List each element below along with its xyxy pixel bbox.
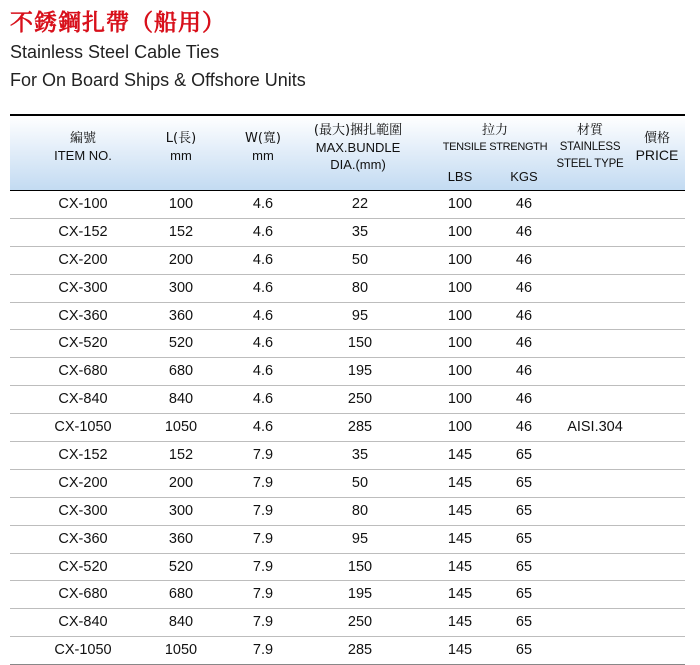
cell-max-bundle: 50 [351, 251, 369, 268]
cell-lbs: 145 [447, 642, 473, 659]
header-max-en: MAX.BUNDLE [315, 140, 401, 155]
cell-lbs: 100 [447, 223, 473, 240]
table-row [10, 581, 685, 609]
table-row [10, 637, 685, 665]
cell-item-no: CX-300 [58, 279, 108, 296]
cell-lbs: 100 [447, 419, 473, 436]
cell-item-no: CX-360 [58, 530, 108, 547]
table-row [10, 498, 685, 526]
cell-length: 300 [168, 279, 194, 296]
table-row [10, 386, 685, 414]
header-price [622, 130, 692, 164]
cell-item-no: CX-300 [58, 502, 108, 519]
cell-lbs: 145 [447, 530, 473, 547]
header-price-cn: 價格 [643, 131, 670, 146]
cell-item-no: CX-680 [58, 586, 108, 603]
table-row [10, 330, 685, 358]
cell-width: 4.6 [252, 391, 274, 408]
header-max-bundle [298, 122, 418, 173]
cell-lbs: 145 [447, 502, 473, 519]
cell-kgs: 65 [515, 447, 533, 464]
table-header [10, 114, 685, 191]
table-row [10, 219, 685, 247]
cell-lbs: 100 [447, 196, 473, 212]
cell-max-bundle: 80 [351, 502, 369, 519]
cell-width: 4.6 [252, 363, 274, 380]
cell-max-bundle: 95 [351, 307, 369, 324]
table-row [10, 554, 685, 582]
cell-lbs: 100 [447, 335, 473, 352]
header-max-cn: (最大)捆扎範圍 [313, 123, 403, 138]
cell-item-no: CX-152 [58, 223, 108, 240]
cell-max-bundle: 50 [351, 474, 369, 491]
cell-max-bundle: 80 [351, 279, 369, 296]
cell-max-bundle: 150 [347, 558, 373, 575]
cell-length: 840 [168, 391, 194, 408]
cell-max-bundle: 250 [347, 614, 373, 631]
cell-item-no: CX-840 [58, 391, 108, 408]
table-row [10, 526, 685, 554]
cell-width: 4.6 [252, 419, 274, 436]
cell-kgs: 46 [515, 279, 533, 296]
cell-kgs: 46 [515, 251, 533, 268]
cell-max-bundle: 250 [347, 391, 373, 408]
cell-item-no: CX-200 [58, 474, 108, 491]
spec-table [10, 114, 685, 665]
cell-max-bundle: 195 [347, 363, 373, 380]
cell-width: 4.6 [252, 223, 274, 240]
cell-max-bundle: 285 [347, 419, 373, 436]
cell-kgs: 46 [515, 223, 533, 240]
table-row [10, 470, 685, 498]
cell-length: 680 [168, 586, 194, 603]
cell-kgs: 65 [515, 474, 533, 491]
cell-length: 300 [168, 502, 194, 519]
cell-kgs: 65 [515, 502, 533, 519]
cell-width: 7.9 [252, 642, 274, 659]
cell-width: 4.6 [252, 279, 274, 296]
header-length-unit: mm [170, 148, 192, 163]
cell-max-bundle: 150 [347, 335, 373, 352]
cell-kgs: 46 [515, 363, 533, 380]
cell-item-no: CX-152 [58, 447, 108, 464]
cell-lbs: 100 [447, 391, 473, 408]
cell-item-no: CX-520 [58, 335, 108, 352]
cell-max-bundle: 195 [347, 586, 373, 603]
cell-max-bundle: 22 [351, 196, 369, 212]
cell-kgs: 65 [515, 558, 533, 575]
cell-length: 520 [168, 335, 194, 352]
cell-lbs: 145 [447, 474, 473, 491]
header-tensile-en: TENSILE STRENGTH [442, 141, 548, 153]
cell-width: 4.6 [252, 251, 274, 268]
cell-lbs: 100 [447, 363, 473, 380]
header-width-unit: mm [252, 148, 274, 163]
cell-width: 7.9 [252, 558, 274, 575]
cell-kgs: 65 [515, 642, 533, 659]
cell-item-no: CX-360 [58, 307, 108, 324]
cell-steel-type: AISI.304 [567, 419, 623, 436]
cell-length: 100 [168, 196, 194, 212]
header-width [228, 130, 298, 164]
cell-item-no: CX-840 [58, 614, 108, 631]
cell-length: 152 [168, 223, 194, 240]
header-length-cn: L(長) [165, 131, 197, 146]
table-row [10, 191, 685, 219]
cell-length: 1050 [164, 419, 198, 436]
cell-length: 200 [168, 474, 194, 491]
subtitle-application: For On Board Ships & Offshore Units [10, 70, 306, 90]
cell-width: 4.6 [252, 335, 274, 352]
cell-max-bundle: 285 [347, 642, 373, 659]
cell-kgs: 65 [515, 614, 533, 631]
table-row [10, 247, 685, 275]
header-item-cn: 編號 [69, 131, 96, 146]
cell-kgs: 46 [515, 391, 533, 408]
cell-width: 4.6 [252, 196, 274, 212]
cell-length: 360 [168, 530, 194, 547]
header-steel-cn: 材質 [576, 123, 603, 138]
table-row [10, 414, 685, 442]
cell-lbs: 100 [447, 251, 473, 268]
cell-max-bundle: 35 [351, 447, 369, 464]
cell-kgs: 46 [515, 335, 533, 352]
cell-width: 7.9 [252, 586, 274, 603]
table-row [10, 442, 685, 470]
header-price-en: PRICE [635, 147, 679, 163]
page-title: 不銹鋼扎帶（船用） [10, 9, 226, 36]
table-row [10, 609, 685, 637]
cell-length: 520 [168, 558, 194, 575]
cell-width: 7.9 [252, 502, 274, 519]
cell-kgs: 46 [515, 196, 533, 212]
header-steel-type [550, 122, 630, 173]
cell-item-no: CX-100 [58, 196, 108, 212]
cell-lbs: 145 [447, 614, 473, 631]
header-lbs: LBS [447, 169, 473, 184]
cell-kgs: 46 [515, 419, 533, 436]
cell-width: 7.9 [252, 530, 274, 547]
subtitle-product: Stainless Steel Cable Ties [10, 42, 220, 62]
cell-kgs: 46 [515, 307, 533, 324]
header-max-unit: DIA.(mm) [330, 157, 386, 172]
header-width-cn: W(寬) [245, 131, 281, 146]
header-steel-en2: STEEL TYPE [556, 158, 624, 170]
cell-item-no: CX-1050 [54, 419, 112, 436]
cell-length: 360 [168, 307, 194, 324]
cell-length: 152 [168, 447, 194, 464]
cell-width: 7.9 [252, 614, 274, 631]
header-item-no [28, 130, 138, 164]
cell-length: 680 [168, 363, 194, 380]
cell-lbs: 145 [447, 447, 473, 464]
cell-item-no: CX-680 [58, 363, 108, 380]
cell-lbs: 145 [447, 586, 473, 603]
table-body [10, 191, 685, 665]
cell-width: 4.6 [252, 307, 274, 324]
cell-lbs: 100 [447, 279, 473, 296]
cell-lbs: 145 [447, 558, 473, 575]
header-item-en: ITEM NO. [54, 148, 112, 163]
cell-kgs: 65 [515, 586, 533, 603]
cell-width: 7.9 [252, 474, 274, 491]
table-row [10, 358, 685, 386]
cell-length: 1050 [164, 642, 198, 659]
table-row [10, 303, 685, 331]
cell-max-bundle: 35 [351, 223, 369, 240]
header-tensile-cn: 拉力 [481, 123, 508, 138]
cell-item-no: CX-520 [58, 558, 108, 575]
header-length [146, 130, 216, 164]
cell-item-no: CX-200 [58, 251, 108, 268]
cell-length: 840 [168, 614, 194, 631]
table-row [10, 275, 685, 303]
header-steel-en1: STAINLESS [559, 141, 621, 153]
cell-max-bundle: 95 [351, 530, 369, 547]
header-tensile [430, 122, 560, 156]
cell-length: 200 [168, 251, 194, 268]
cell-lbs: 100 [447, 307, 473, 324]
header-kgs: KGS [510, 169, 538, 184]
cell-kgs: 65 [515, 530, 533, 547]
cell-width: 7.9 [252, 447, 274, 464]
cell-item-no: CX-1050 [54, 642, 112, 659]
